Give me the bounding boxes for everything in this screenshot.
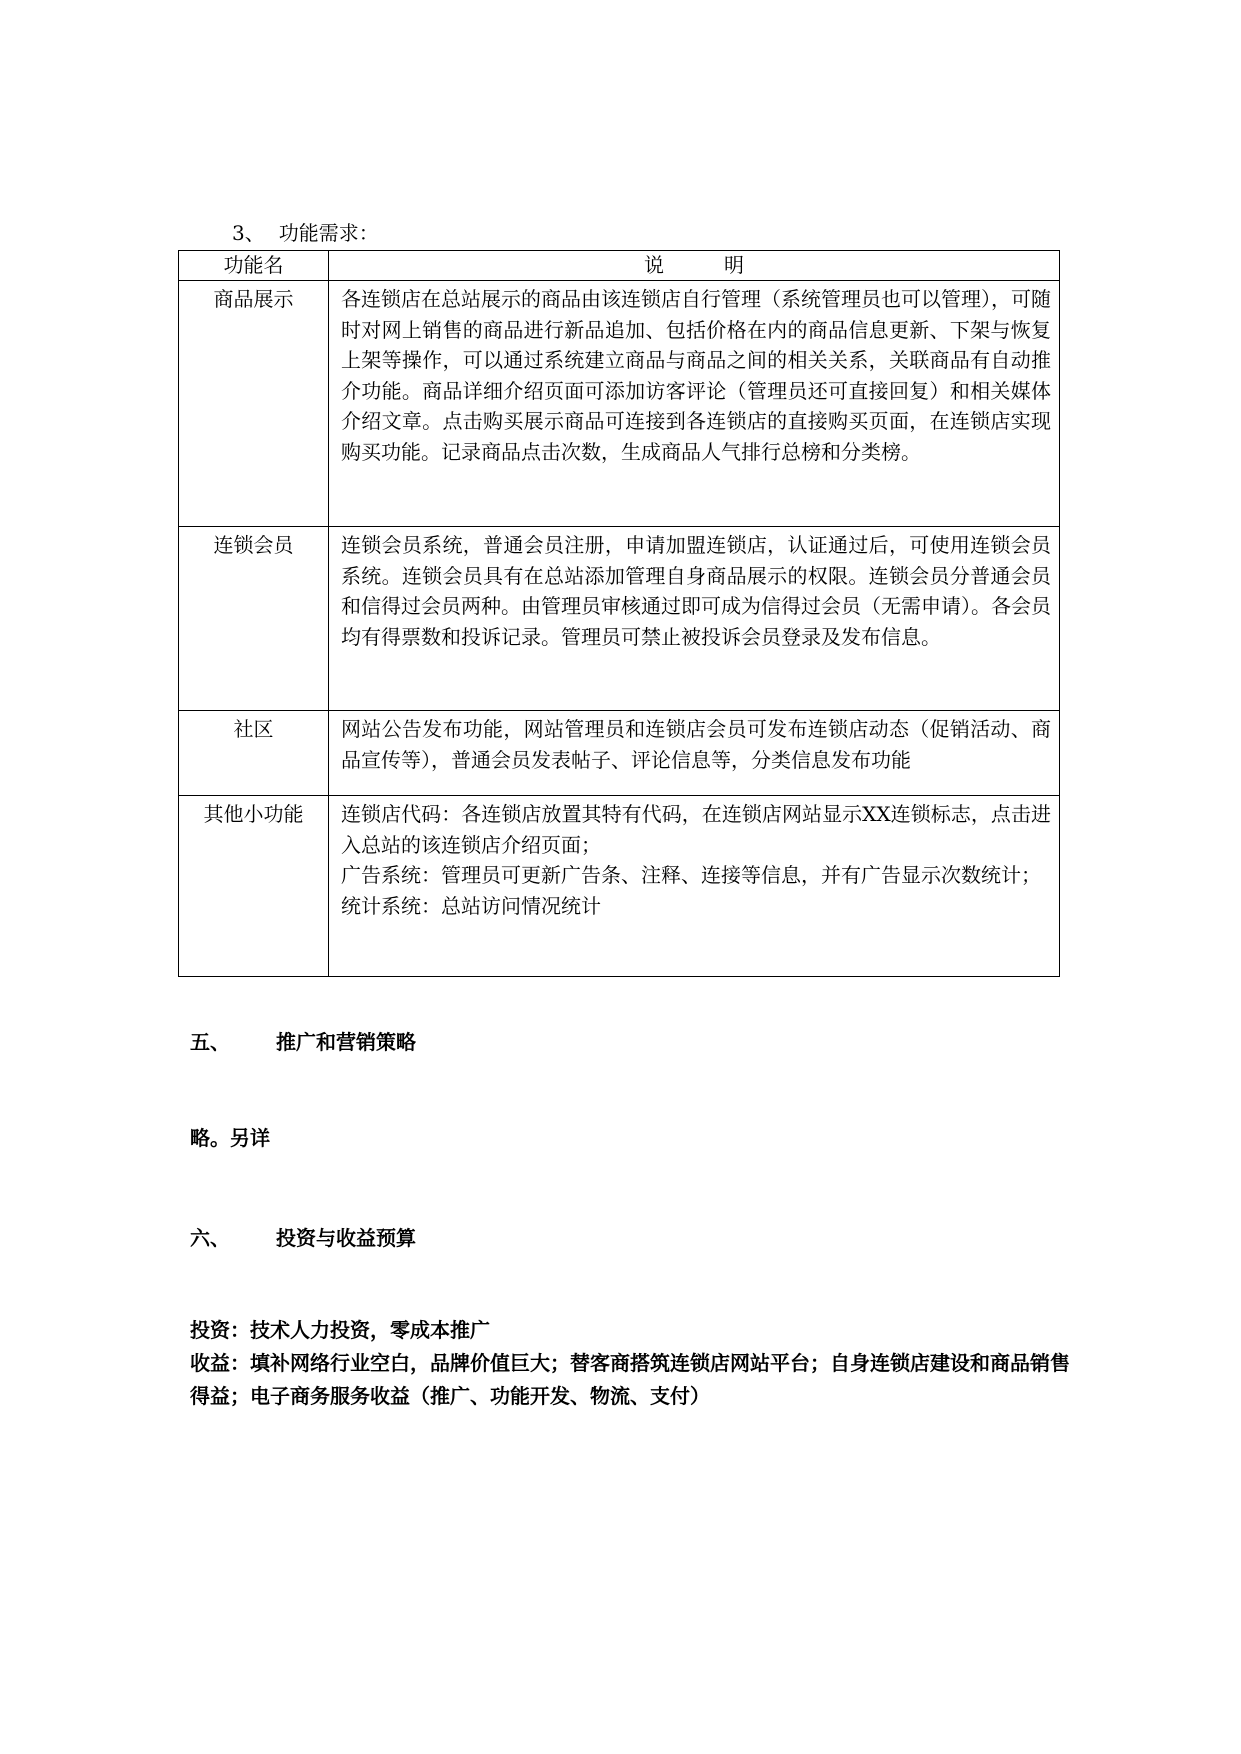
function-description-cell: 各连锁店在总站展示的商品由该连锁店自行管理（系统管理员也可以管理），可随时对网上销售的商品进行新品追加、包括价格在内的商品信息更新、下架与恢复上架等操作，可以通过系统建立商品与商品之间的相关关系，关联商品有自动推介功能。商品详细介绍页面可添加访客评论（管理员还可直接回复）和相关媒体介绍文章。点击购买展示商品可连接到各连锁店的直接购买页面，在连锁店实现购买功能。记录商品点击次数，生成商品人气排行总榜和分类榜。 [329,281,1060,527]
section-5-title: 推广和营销策略 [276,1030,416,1054]
description-line: 连锁店代码：各连锁店放置其特有代码，在连锁店网站显示XX连锁标志，点击进入总站的该连锁店介绍页面； [341,802,1051,857]
header-description: 说 明 [329,251,1060,281]
table-header-row [179,251,1060,281]
table-row [179,527,1060,711]
revenue-line: 收益：填补网络行业空白，品牌价值巨大；替客商搭筑连锁店网站平台；自身连锁店建设和商品销售得益；电子商务服务收益（推广、功能开发、物流、支付） [190,1351,1070,1408]
section-5-number: 五、 [190,1030,230,1054]
investment-line: 投资：技术人力投资，零成本推广 [190,1318,490,1342]
section-3-title: 功能需求： [278,221,379,245]
function-description-cell: 网站公告发布功能，网站管理员和连锁店会员可发布连锁店动态（促销活动、商品宣传等），普通会员发表帖子、评论信息等，分类信息发布功能 [329,711,1060,796]
function-description-cell [329,796,1060,977]
function-name-cell: 社区 [179,711,329,796]
header-function-name: 功能名 [179,251,329,281]
section-5-heading [190,1029,416,1055]
section-6-title: 投资与收益预算 [276,1226,416,1250]
description-line: 广告系统：管理员可更新广告条、注释、连接等信息，并有广告显示次数统计； [341,863,1041,887]
section-3-heading [232,221,379,245]
table-row [179,796,1060,977]
table-row [179,711,1060,796]
table-row [179,281,1060,527]
section-3-number: 3、 [232,221,265,245]
function-name-cell: 商品展示 [179,281,329,527]
function-requirements-table [178,250,1060,977]
description-line: 统计系统：总站访问情况统计 [341,893,601,918]
function-name-cell: 连锁会员 [179,527,329,711]
function-description-cell: 连锁会员系统，普通会员注册，申请加盟连锁店，认证通过后，可使用连锁会员系统。连锁会员具有在总站添加管理自身商品展示的权限。连锁会员分普通会员和信得过会员两种。由管理员审核通过即可成为信得过会员（无需申请）。各会员均有得票数和投诉记录。管理员可禁止被投诉会员登录及发布信息。 [329,527,1060,711]
section-6-body [190,1314,1070,1413]
section-5-body: 略。另详 [190,1126,270,1150]
function-name-cell: 其他小功能 [179,796,329,977]
section-6-heading [190,1225,416,1251]
section-6-number: 六、 [190,1226,230,1250]
